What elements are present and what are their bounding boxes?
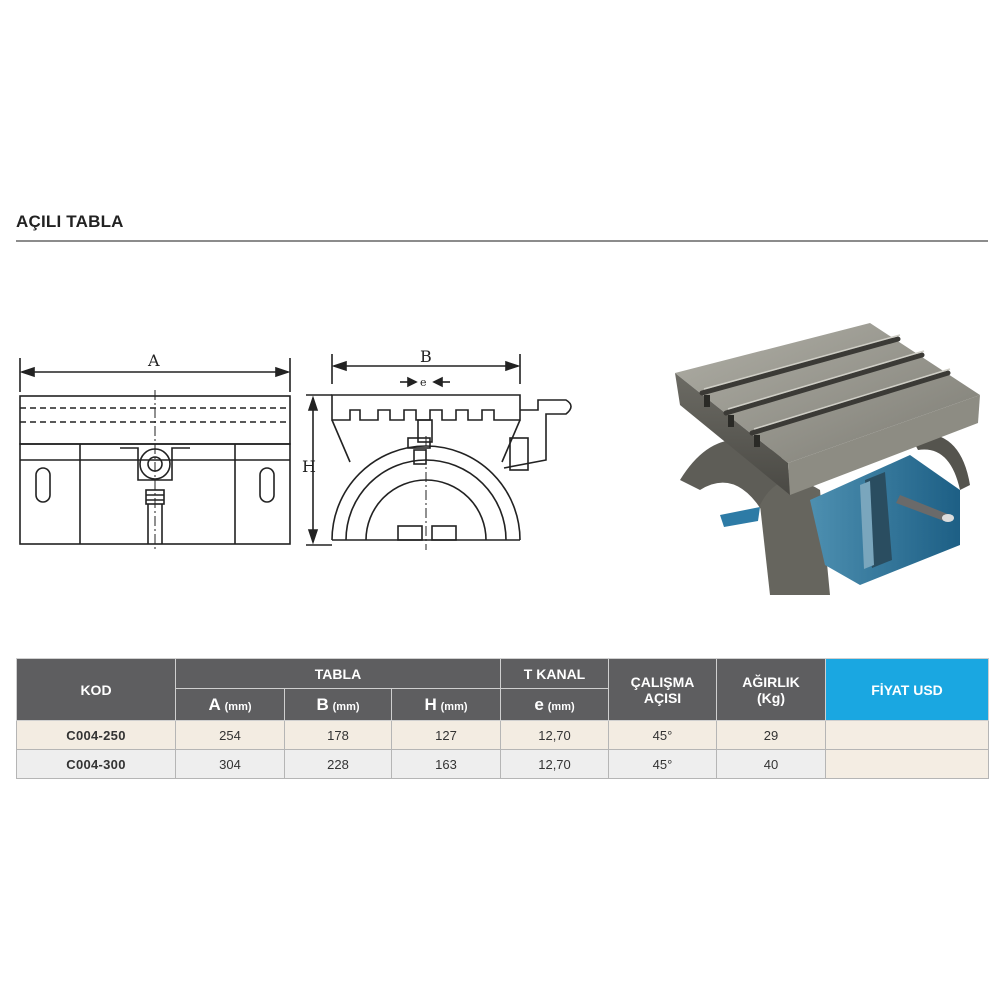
- header-tabla: TABLA: [176, 659, 501, 689]
- header-agirlik-line1: AĞIRLIK: [742, 673, 800, 690]
- dimension-h-label: H: [302, 457, 316, 476]
- header-calisma-line1: ÇALIŞMA: [630, 673, 695, 690]
- title-divider: [16, 240, 988, 242]
- cell-kod: C004-300: [17, 750, 176, 779]
- cell-kg: 40: [717, 750, 826, 779]
- cell-a: 254: [176, 721, 285, 750]
- header-b-unit: (mm): [332, 700, 360, 713]
- header-agirlik-line2: (Kg): [757, 689, 786, 706]
- table-row: [17, 750, 989, 779]
- cell-kg: 29: [717, 721, 826, 750]
- header-t-kanal: T KANAL: [501, 659, 609, 689]
- product-photo: [660, 315, 990, 595]
- header-a: [176, 689, 285, 721]
- dimension-b-label: B: [420, 347, 432, 366]
- dimension-a-label: A: [148, 351, 160, 370]
- cell-fiyat: [826, 721, 989, 750]
- cell-b: 178: [285, 721, 392, 750]
- header-a-letter: A: [208, 694, 221, 714]
- header-b: [285, 689, 392, 721]
- header-e-unit: (mm): [547, 700, 575, 713]
- cell-kod: C004-250: [17, 721, 176, 750]
- spec-table: [16, 658, 989, 779]
- header-h-letter: H: [424, 694, 437, 714]
- dimension-e-label: e: [420, 376, 427, 389]
- cell-b: 228: [285, 750, 392, 779]
- header-h-unit: (mm): [440, 700, 468, 713]
- header-a-unit: (mm): [224, 700, 252, 713]
- cell-h: 163: [392, 750, 501, 779]
- cell-aci: 45°: [609, 750, 717, 779]
- header-b-letter: B: [316, 694, 329, 714]
- cell-aci: 45°: [609, 721, 717, 750]
- header-agirlik: [717, 659, 826, 721]
- cell-e: 12,70: [501, 750, 609, 779]
- table-row: [17, 721, 989, 750]
- cell-fiyat: [826, 750, 989, 779]
- header-kod: KOD: [17, 659, 176, 721]
- cell-e: 12,70: [501, 721, 609, 750]
- technical-drawing: [10, 340, 590, 560]
- page-title: AÇILI TABLA: [16, 212, 124, 231]
- header-fiyat-usd: FİYAT USD: [826, 659, 989, 721]
- header-calisma-line2: AÇISI: [643, 689, 682, 706]
- header-h: [392, 689, 501, 721]
- cell-h: 127: [392, 721, 501, 750]
- header-calisma-acisi: [609, 659, 717, 721]
- header-e: [501, 689, 609, 721]
- cell-a: 304: [176, 750, 285, 779]
- header-e-letter: e: [534, 694, 544, 714]
